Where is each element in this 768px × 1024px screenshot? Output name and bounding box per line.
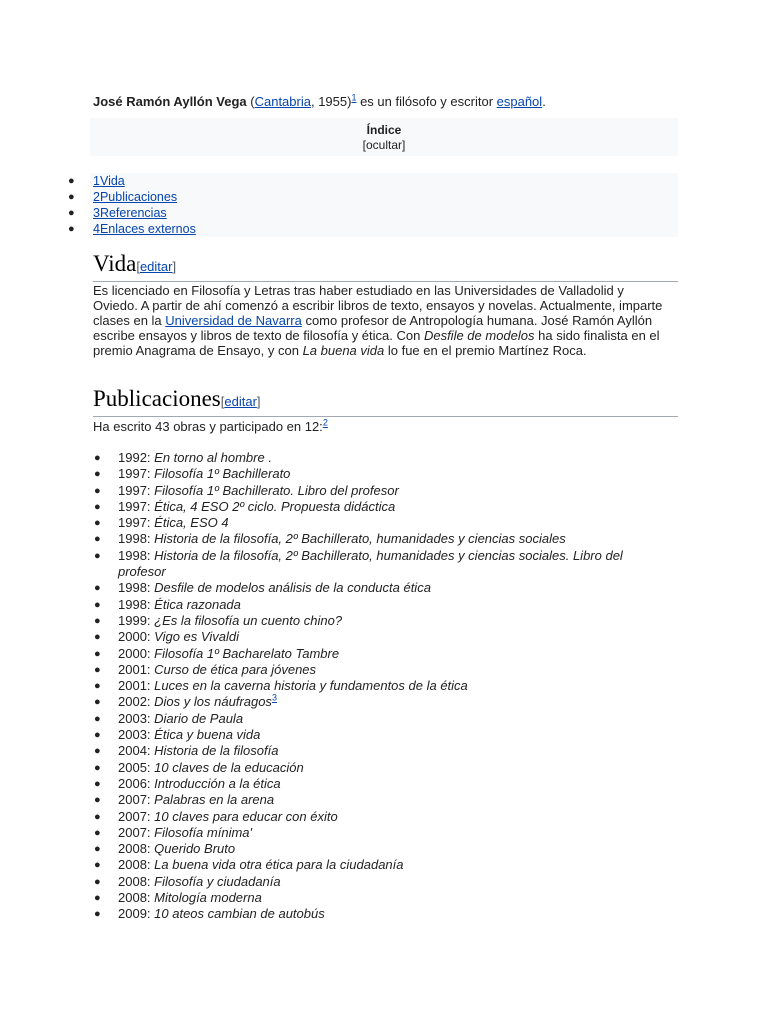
publication-year: 2002: bbox=[118, 694, 155, 710]
publication-title: Filosofía 1º Bachillerato bbox=[154, 466, 291, 482]
publication-title: Ética razonada bbox=[154, 596, 241, 612]
birthplace-link[interactable]: Cantabria bbox=[254, 94, 311, 109]
publication-item bbox=[0, 629, 768, 645]
bullet-icon: ● bbox=[94, 712, 101, 725]
publication-title: La buena vida otra ética para la ciudadanía bbox=[154, 857, 404, 873]
intro-paragraph: José Ramón Ayllón Vega (Cantabria, 1955)$^1$ es un filósofo y escritor español. bbox=[93, 92, 546, 109]
publication-year: 2007: bbox=[118, 808, 155, 824]
toc-item-number[interactable]: 3 bbox=[93, 206, 100, 220]
edit-link-vida[interactable]: editar bbox=[139, 259, 173, 274]
bullet-icon: ● bbox=[68, 191, 75, 203]
publication-year: 2000: bbox=[118, 645, 155, 661]
toc-box bbox=[90, 118, 678, 156]
toc-item-number[interactable]: 1 bbox=[93, 174, 100, 188]
publication-year: 2008: bbox=[118, 857, 155, 873]
publication-item bbox=[0, 890, 768, 906]
publication-title: Historia de la filosofía, 2º Bachillerato, humanidades y ciencias sociales bbox=[154, 531, 566, 547]
publication-item bbox=[0, 483, 768, 499]
publication-title: Querido Bruto bbox=[154, 841, 236, 857]
publication-year: 1998: bbox=[118, 547, 155, 563]
bullet-icon: ● bbox=[94, 892, 101, 905]
publication-item bbox=[0, 857, 768, 873]
reference-link-3[interactable]: 3 bbox=[271, 693, 277, 704]
publication-title: Dios y los náufragos bbox=[154, 694, 272, 710]
publication-title: Historia de la filosofía bbox=[154, 743, 279, 759]
publication-year: 2001: bbox=[118, 678, 155, 694]
publication-item bbox=[0, 776, 768, 792]
publication-item bbox=[0, 792, 768, 808]
publication-year: 2008: bbox=[118, 841, 155, 857]
publication-year: 2004: bbox=[118, 743, 155, 759]
publication-year: 2005: bbox=[118, 759, 155, 775]
publication-year: 1997: bbox=[118, 466, 155, 482]
subject-name: José Ramón Ayllón Vega bbox=[93, 94, 247, 109]
publication-item bbox=[0, 743, 768, 759]
bullet-icon: ● bbox=[94, 484, 101, 497]
publication-year: 2001: bbox=[118, 661, 155, 677]
publication-title: Filosofía 1º Bacharelato Tambre bbox=[154, 645, 340, 661]
publication-item bbox=[0, 613, 768, 629]
bullet-icon: ● bbox=[94, 826, 101, 839]
toc-toggle: [ocultar] bbox=[362, 138, 406, 152]
universidad-navarra-link[interactable]: Universidad de Navarra bbox=[165, 313, 302, 328]
bullet-icon: ● bbox=[94, 631, 101, 644]
publication-year: 2007: bbox=[118, 792, 155, 808]
publication-year: 1998: bbox=[118, 580, 155, 596]
publication-year: 2007: bbox=[118, 824, 155, 840]
bullet-icon: ● bbox=[94, 859, 101, 872]
publication-title: Mitología moderna bbox=[154, 890, 262, 906]
publication-item bbox=[0, 580, 768, 596]
publication-year: 2000: bbox=[118, 629, 155, 645]
publication-title: Diario de Paula bbox=[154, 710, 244, 726]
bullet-icon: ● bbox=[94, 663, 101, 676]
publication-title: Introducción a la ética bbox=[154, 775, 281, 791]
publication-year: 1998: bbox=[118, 531, 155, 547]
bullet-icon: ● bbox=[94, 647, 101, 660]
publication-title: Luces en la caverna historia y fundamentos de la ética bbox=[154, 678, 468, 694]
publications-list bbox=[0, 450, 768, 923]
bullet-icon: ● bbox=[94, 761, 101, 774]
publication-item bbox=[0, 841, 768, 857]
reference-link-1[interactable]: 1 bbox=[351, 92, 357, 103]
edit-section-vida: [editar] bbox=[136, 259, 177, 274]
publication-title: Vigo es Vivaldi bbox=[154, 629, 239, 645]
publication-title: Desfile de modelos análisis de la conducta ética bbox=[154, 580, 431, 596]
publication-title: Filosofía y ciudadanía bbox=[154, 873, 281, 889]
bullet-icon: ● bbox=[68, 207, 75, 219]
bullet-icon: ● bbox=[94, 680, 101, 693]
publication-title: Ética, 4 ESO 2º ciclo. Propuesta didáctica bbox=[154, 498, 396, 514]
publication-title: En torno al hombre . bbox=[154, 450, 272, 465]
bullet-icon: ● bbox=[94, 452, 101, 464]
publication-item bbox=[0, 466, 768, 482]
toc-item-label[interactable]: Vida bbox=[99, 174, 125, 188]
publication-title: Historia de la filosofía, 2º Bachillerato, humanidades y ciencias sociales. Libro del profesor bbox=[118, 547, 623, 580]
publication-item bbox=[0, 646, 768, 662]
publication-item bbox=[0, 597, 768, 613]
vida-paragraph: Es licenciado en Filosofía y Letras tras haber estudiado en las Universidades de Valladolid y Oviedo. A partir de ahí comenzó a escribir libros de texto, ensayos y novelas. Actualmente, imparte clases en la Universidad de Navarra como profesor de Antropología humana. José Ramón Ayllón escribe ensayos y libros de texto de filosofía y ética. Con Desfile de modelos ha sido finalista en el premio Anagrama de Ensayo, y con La buena vida lo fue en el premio Martínez Roca. bbox=[93, 283, 663, 358]
publication-title: Ética y buena vida bbox=[154, 727, 261, 743]
publication-title: 10 claves de la educación bbox=[154, 759, 304, 775]
bullet-icon: ● bbox=[94, 777, 101, 790]
bullet-icon: ● bbox=[94, 468, 101, 481]
bullet-icon: ● bbox=[94, 810, 101, 823]
bullet-icon: ● bbox=[94, 582, 101, 595]
publication-item bbox=[0, 662, 768, 678]
publication-title: 10 claves para educar con éxito bbox=[154, 808, 338, 824]
publication-year: 2008: bbox=[118, 890, 155, 906]
publication-year: 1992: bbox=[118, 450, 155, 465]
toc-hide-link[interactable]: ocultar bbox=[365, 138, 403, 152]
publication-year: 1999: bbox=[118, 612, 155, 628]
toc-item-number[interactable]: 2 bbox=[93, 190, 100, 204]
publication-year: 1997: bbox=[118, 515, 155, 531]
publication-item bbox=[0, 906, 768, 922]
publication-item bbox=[0, 678, 768, 694]
publication-title: Ética, ESO 4 bbox=[154, 515, 229, 531]
bullet-icon: ● bbox=[94, 614, 101, 627]
nationality-link[interactable]: español bbox=[496, 94, 543, 109]
publication-item bbox=[0, 531, 768, 547]
publication-year: 2006: bbox=[118, 775, 155, 791]
publication-item bbox=[0, 825, 768, 841]
publication-title: Filosofía mínima' bbox=[154, 824, 252, 840]
publicaciones-summary: Ha escrito 43 obras y participado en 12:$^2$ bbox=[93, 417, 328, 434]
publication-year: 2008: bbox=[118, 873, 155, 889]
publication-year: 1998: bbox=[118, 596, 155, 612]
toc-item-label[interactable]: Referencias bbox=[99, 206, 167, 220]
publication-title: Palabras en la arena bbox=[154, 792, 275, 808]
publication-item bbox=[0, 760, 768, 776]
bullet-icon: ● bbox=[94, 517, 101, 530]
toc-item-number[interactable]: 4 bbox=[93, 222, 100, 236]
bullet-icon: ● bbox=[94, 794, 101, 807]
bullet-icon: ● bbox=[68, 223, 75, 235]
toc-title: Índice bbox=[366, 123, 402, 137]
publication-title: Curso de ética para jóvenes bbox=[154, 661, 317, 677]
publication-year: 1997: bbox=[118, 482, 155, 498]
edit-section-publicaciones: [editar] bbox=[220, 394, 261, 409]
publication-title: Filosofía 1º Bachillerato. Libro del profesor bbox=[154, 482, 399, 498]
publication-item bbox=[0, 874, 768, 890]
bullet-icon: ● bbox=[94, 729, 101, 742]
publication-item bbox=[0, 515, 768, 531]
publication-item bbox=[0, 727, 768, 743]
publication-item bbox=[0, 548, 768, 581]
bullet-icon: ● bbox=[94, 696, 101, 709]
bullet-icon: ● bbox=[94, 843, 101, 856]
bullet-icon: ● bbox=[94, 549, 101, 562]
publication-item bbox=[0, 711, 768, 727]
publication-year: 2009: bbox=[118, 906, 155, 922]
publication-title: 10 ateos cambian de autobús bbox=[154, 906, 325, 922]
publication-year: 2003: bbox=[118, 727, 155, 743]
publication-title: ¿Es la filosofía un cuento chino? bbox=[154, 612, 343, 628]
publication-item bbox=[0, 499, 768, 515]
publication-item bbox=[0, 450, 768, 466]
publication-year: 1997: bbox=[118, 498, 155, 514]
bullet-icon: ● bbox=[94, 745, 101, 758]
bullet-icon: ● bbox=[94, 533, 101, 546]
section-heading-vida: Vida[editar] bbox=[93, 251, 678, 282]
edit-link-publicaciones[interactable]: editar bbox=[224, 394, 257, 409]
reference-link-2[interactable]: 2 bbox=[322, 417, 328, 428]
bullet-icon: ● bbox=[68, 175, 75, 187]
bullet-icon: ● bbox=[94, 908, 101, 921]
publication-year: 2003: bbox=[118, 710, 155, 726]
toc-item-label[interactable]: Enlaces externos bbox=[99, 222, 196, 236]
publication-item bbox=[0, 694, 768, 710]
toc-item-label[interactable]: Publicaciones bbox=[99, 190, 178, 204]
bullet-icon: ● bbox=[94, 500, 101, 513]
bullet-icon: ● bbox=[94, 598, 101, 611]
bullet-icon: ● bbox=[94, 875, 101, 888]
publication-item bbox=[0, 809, 768, 825]
section-heading-publicaciones: Publicaciones[editar] bbox=[93, 386, 678, 417]
